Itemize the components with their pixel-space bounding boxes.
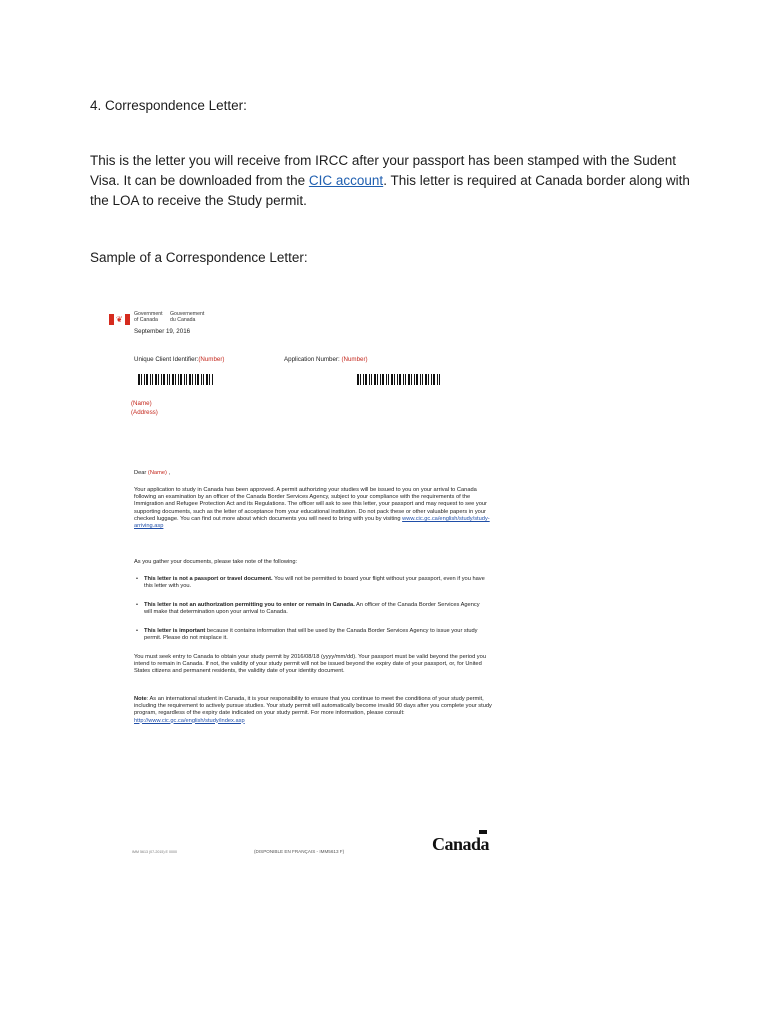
recipient-block <box>131 399 158 417</box>
intro-text-after: . This letter is required at Canada border along with the LOA to receive the Study permit. <box>90 173 690 208</box>
gov-fr-label: Gouvernement du Canada <box>170 311 205 323</box>
intro-paragraph <box>90 151 690 211</box>
uci-barcode <box>138 374 214 385</box>
canada-flag-icon: ❦ <box>109 314 130 325</box>
bullet-important: • This letter is important because it contains information that will be used by the Canada Border Services Agency to issue your study permit. Please do not misplace it. <box>144 628 489 642</box>
french-availability-note: (DISPONIBLE EN FRANÇAIS - IMM5613 F) <box>254 849 345 854</box>
application-barcode <box>357 374 441 385</box>
letter-date: September 19, 2016 <box>134 328 191 335</box>
note-paragraph: Note: As an international student in Canada, it is your responsibility to ensure that you continue to meet the conditions of your study permit, including the requirement to actively pursue studies. Your study permit will automatically become invalid 90 days after you complete your study program, regardless of the expiry date indicated on your study permit. For more information, please consult: http://www.cic.gc.ca/english/study/index.asp <box>134 696 492 724</box>
sample-letter-image <box>106 306 506 866</box>
bullet-not-authorization: • This letter is not an authorization permitting you to enter or remain in Canada. An officer of the Canada Border Services Agency will make that determination upon your arrival to Canada. <box>144 602 489 616</box>
uci-field: Unique Client Identifier:(Number) <box>134 356 225 363</box>
entry-deadline-paragraph: You must seek entry to Canada to obtain your study permit by 2016/08/18 (yyyy/mm/dd). Your passport must be valid beyond the period you intend to remain in Canada. If not, the validity of your study permit will not be issued beyond the expiry date of your passport, or, for United States citizens and permanent residents, the validity date of your identity document. <box>134 654 486 675</box>
study-arriving-link[interactable]: www.cic.gc.ca/english/study/study-arriving.asp <box>134 515 490 530</box>
bullet-not-passport: • This letter is not a passport or travel document. You will not be permitted to board your flight without your passport, even if you have this letter with you. <box>144 576 489 590</box>
form-code: IMM 5613 (07-2015) E 0000 <box>132 850 177 854</box>
salutation: Dear (Name) , <box>134 470 171 476</box>
sample-label: Sample of a Correspondence Letter: <box>90 250 308 265</box>
canada-wordmark: Canada <box>432 834 489 855</box>
application-number-field: Application Number: (Number) <box>284 356 368 363</box>
section-heading: 4. Correspondence Letter: <box>90 98 247 113</box>
study-index-link[interactable]: http://www.cic.gc.ca/english/study/index.asp <box>134 717 245 724</box>
intro-text-before: This is the letter you will receive from IRCC after your passport has been stamped with the Sudent Visa. It can be downloaded from the <box>90 153 677 188</box>
approval-paragraph: Your application to study in Canada has been approved. A permit authorizing your studies will be issued to you on your arrival to Canada following an examination by an officer of the Canada Border Services Agency, subject to your compliance with the requirements of the Immigration and Refugee Protection Act and its Regulations. The officer will ask to see this letter, your passport and may request to see your supporting documents, such as the letter of acceptance from your educational institution. Do not pack these or other valuable papers in your checked luggage. You can find out more about which documents you will need to bring with you by visiting www.cic.gc.ca/english/study/study-arriving.asp <box>134 487 490 530</box>
documents-paragraph: As you gather your documents, please take note of the following: <box>134 559 298 565</box>
cic-account-link[interactable]: CIC account <box>308 173 384 188</box>
recipient-address: (Address) <box>131 409 158 416</box>
gov-en-label: Government of Canada <box>134 311 163 323</box>
recipient-name: (Name) <box>131 400 152 407</box>
